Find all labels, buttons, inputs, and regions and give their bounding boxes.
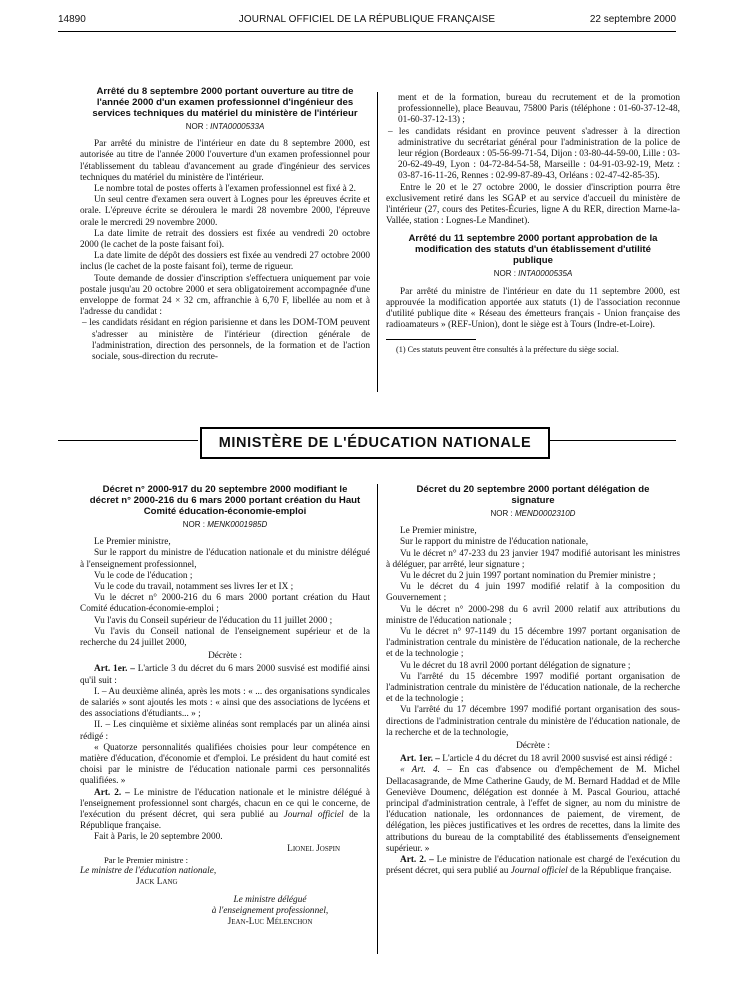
journal-title: JOURNAL OFFICIEL DE LA RÉPUBLIQUE FRANÇAISE bbox=[238, 14, 496, 25]
paragraph: Par arrêté du ministre de l'intérieur en date du 11 septembre 2000, est approuvée la modification apportée aux statuts (1) de l'association reconnue d'utilité publique dite « Réseau des émetteurs français - Union française des radioamateurs » (REF-Union), dont le siège est à Tours (Indre-et-Loire). bbox=[386, 286, 680, 331]
page-header bbox=[58, 14, 676, 28]
top-left-column bbox=[80, 86, 370, 363]
paragraph: Le Premier ministre, bbox=[400, 526, 477, 537]
decret-title-2: Décret du 20 septembre 2000 portant délégation de signature bbox=[416, 484, 650, 506]
paragraph: Vu le décret du 2 juin 1997 portant nomination du Premier ministre ; bbox=[400, 571, 656, 582]
paragraph: Sur le rapport du ministre de l'éducation nationale et du ministre délégué à l'enseignement professionnel, bbox=[80, 548, 370, 570]
paragraph: Vu le code de l'éducation ; bbox=[94, 570, 193, 581]
paragraph: Vu le décret n° 47-233 du 23 janvier 1947 modifié autorisant les ministres à déléguer, par arrêté, leur signature ; bbox=[386, 548, 680, 570]
paragraph: Un seul centre d'examen sera ouvert à Lognes pour les épreuves écrite et orale. L'épreuve écrite se déroulera le mardi 28 novembre 2000, l'épreuve orale le mercredi 29 novembre 2000. bbox=[80, 195, 370, 228]
decrete-label: Décrète : bbox=[208, 651, 242, 662]
nor-reference: NOR : MENK0001985D bbox=[182, 520, 268, 529]
paragraph: Le Premier ministre, bbox=[94, 537, 171, 548]
paragraph: Vu l'arrêté du 17 décembre 1997 modifié portant organisation des sous-directions de l'administration centrale du ministère de l'éducation nationale, de la recherche et de la technologie, bbox=[386, 705, 680, 738]
paragraph: Vu le code du travail, notamment ses livres Ier et IX ; bbox=[94, 582, 294, 593]
paragraph: Toute demande de dossier d'inscription s'effectuera uniquement par voie postale jusqu'au 20 octobre 2000 et sera obligatoirement accompagnée d'une enveloppe de format 24 × 32 cm, affranchie à 6,70 F, libellée au nom et à l'adresse du candidat : bbox=[80, 273, 370, 318]
decrete-label: Décrète : bbox=[516, 741, 550, 752]
list-item: – les candidats résidant en province peuvent s'adresser à la direction administrative du secrétariat général pour l'administration de la police de leur région (Bordeaux : 05-56-99-71-54, Dijon : 03-80-44-59-00, Lille : 03-20-62-49-49, Lyon : 04-72-84-54-58, Marseille : 04-91-03-92-19, Metz : 03-87-16-11-26, Rennes : 02-99-87-89-43, Orléans : 02-47-42-85-35). bbox=[388, 126, 680, 182]
par-premier-ministre: Par le Premier ministre : bbox=[104, 854, 189, 865]
ministry-heading: MINISTÈRE DE L'ÉDUCATION NATIONALE bbox=[200, 427, 550, 459]
paragraph: Vu le décret du 4 juin 1997 modifié relatif à la composition du Gouvernement ; bbox=[386, 582, 680, 604]
issue-date: 22 septembre 2000 bbox=[589, 14, 676, 25]
ministre-education: Le ministre de l'éducation nationale, bbox=[80, 866, 217, 877]
ministre-delegue: Le ministre délégué bbox=[233, 894, 307, 905]
paragraph: Vu le décret du 18 avril 2000 portant délégation de signature ; bbox=[400, 660, 631, 671]
paragraph: Vu le décret n° 2000-298 du 6 avril 2000 relatif aux attributions du ministre de l'éducation nationale ; bbox=[386, 604, 680, 626]
signature-lang: Jack Lang bbox=[136, 877, 178, 888]
paragraph: Vu le décret n° 2000-216 du 6 mars 2000 portant création du Haut Comité éducation-économie-emploi ; bbox=[80, 593, 370, 615]
paragraph: « Quatorze personnalités qualifiées choisies pour leur compétence en matière d'éducation, d'économie et d'emploi. Le président du haut comité est choisi par le ministre de l'éducation nationale parmi ces personnalités qualifiées. » bbox=[80, 742, 370, 787]
list-item: – les candidats résidant en région parisienne et dans les DOM-TOM peuvent s'adresser au ministère de l'intérieur (direction générale de l'administration, direction des personnels, de la formation et de l'action sociale, sous-direction du recrute- bbox=[82, 318, 370, 363]
paragraph: Vu l'avis du Conseil national de l'enseignement supérieur et de la recherche du 24 juillet 2000, bbox=[80, 626, 370, 649]
nor-reference: NOR : MEND0002310D bbox=[490, 509, 576, 518]
article-2: Art. 2. – Le ministre de l'éducation nationale est chargé de l'exécution du présent décret, qui sera publié au Journal officiel de la République française. bbox=[386, 855, 680, 877]
nor-reference: NOR : INTA0000533A bbox=[185, 122, 265, 131]
ministre-delegue-role: à l'enseignement professionnel, bbox=[211, 905, 329, 916]
paragraph: Vu l'avis du Conseil supérieur de l'éducation du 11 juillet 2000 ; bbox=[94, 615, 333, 626]
paragraph: ment et de la formation, bureau du recrutement et de la promotion professionnelle), place Beauvau, 75800 Paris (téléphone : 01-60-37-12-48, 01-60-37-12-13) ; bbox=[398, 93, 680, 126]
paragraph: Entre le 20 et le 27 octobre 2000, le dossier d'inscription pourra être exclusivement retiré dans les SGAP et au service d'accueil du ministère de l'intérieur (27, cours des Petites-Écuries, ligne A du RER, direction Marne-la-Vallée, station : Lognes-Le Mandinet). bbox=[386, 182, 680, 227]
paragraph: Vu le décret n° 97-1149 du 15 décembre 1997 portant organisation de l'administration centrale du ministère de l'éducation nationale, de la recherche et de la technologie ; bbox=[386, 627, 680, 660]
paragraph: II. – Les cinquième et sixième alinéas sont remplacés par un alinéa ainsi rédigé : bbox=[80, 720, 370, 742]
footnote: (1) Ces statuts peuvent être consultés à la préfecture du siège social. bbox=[396, 345, 619, 355]
top-right-column bbox=[386, 93, 680, 356]
nor-reference: NOR : INTA0000535A bbox=[493, 269, 573, 279]
signature-pm: Lionel Jospin bbox=[287, 843, 340, 854]
article-2: Art. 2. – Le ministre de l'éducation nationale et le ministre délégué à l'enseignement professionnel sont chargés, chacun en ce qui le concerne, de l'exécution du présent décret, qui sera publié au Journal officiel de la République française. bbox=[80, 787, 371, 832]
paragraph: La date limite de dépôt des dossiers est fixée au vendredi 27 octobre 2000 inclus (le cachet de la poste faisant foi), terme de rigueur. bbox=[80, 251, 370, 273]
fait-a-paris: Fait à Paris, le 20 septembre 2000. bbox=[94, 832, 223, 843]
paragraph: Par arrêté du ministre de l'intérieur en date du 8 septembre 2000, est autorisée au titre de l'année 2000 l'ouverture d'un examen professionnel pour l'établissement du tableau d'avancement au grade d'ingénieur des services techniques du matériel du ministère de l'intérieur. bbox=[80, 139, 370, 183]
paragraph: I. – Au deuxième alinéa, après les mots : « ... des organisations syndicales de salariés » sont ajoutés les mots : « ainsi que des associations de lycéens et des associations d'étudiants... » ; bbox=[80, 686, 370, 720]
bottom-left-column bbox=[80, 484, 370, 928]
paragraph: Sur le rapport du ministre de l'éducation nationale, bbox=[400, 537, 589, 548]
header-rule bbox=[58, 31, 676, 32]
paragraph: La date limite de retrait des dossiers est fixée au vendredi 20 octobre 2000 (le cachet de la poste faisant foi). bbox=[80, 228, 370, 251]
column-divider-bottom bbox=[377, 484, 378, 954]
footnote-rule bbox=[386, 339, 476, 340]
page-number: 14890 bbox=[58, 14, 86, 25]
article-1: Art. 1er. – L'article 4 du décret du 18 avril 2000 susvisé est ainsi rédigé : bbox=[400, 754, 673, 765]
paragraph: Le nombre total de postes offerts à l'examen professionnel est fixé à 2. bbox=[94, 184, 356, 195]
signature-melenchon: Jean-Luc Mélenchon bbox=[227, 916, 313, 927]
article-1: Art. 1er. – L'article 3 du décret du 6 mars 2000 susvisé est modifié ainsi qu'il suit : bbox=[80, 664, 370, 686]
column-divider-top bbox=[377, 92, 378, 392]
article-4-text: « Art. 4. – En cas d'absence ou d'empêchement de M. Michel Dellacasagrande, de Mme Catherine Gaudy, de M. Bernard Haddad et de Mlle Geneviève Doumenc, délégation est donnée à M. Pascal Gouriou, attaché principal d'administration centrale, à l'effet de signer, au nom du ministre de l'éducation nationale, les ordonnances de paiement, de virement, de délégation, les pièces justificatives et les ordres de recettes, dans la limite des attributions du bureau de la comptabilité des établissements d'enseignement supérieur. » bbox=[386, 765, 680, 854]
arrete-title-1: Arrêté du 8 septembre 2000 portant ouverture au titre de l'année 2000 d'un examen professionnel d'ingénieur des services techniques du matériel du ministère de l'intérieur bbox=[92, 86, 358, 119]
paragraph: Vu l'arrêté du 15 décembre 1997 modifié portant organisation de l'administration centrale du ministère de l'éducation nationale, de la recherche et de la technologie ; bbox=[386, 671, 680, 705]
arrete-title-2: Arrêté du 11 septembre 2000 portant approbation de la modification des statuts d'un établissement d'utilité publique bbox=[408, 233, 658, 267]
decret-title-1: Décret n° 2000-917 du 20 septembre 2000 modifiant le décret n° 2000-216 du 6 mars 2000 portant création du Haut Comité éducation-économie-emploi bbox=[89, 484, 361, 517]
bottom-right-column bbox=[386, 484, 680, 878]
